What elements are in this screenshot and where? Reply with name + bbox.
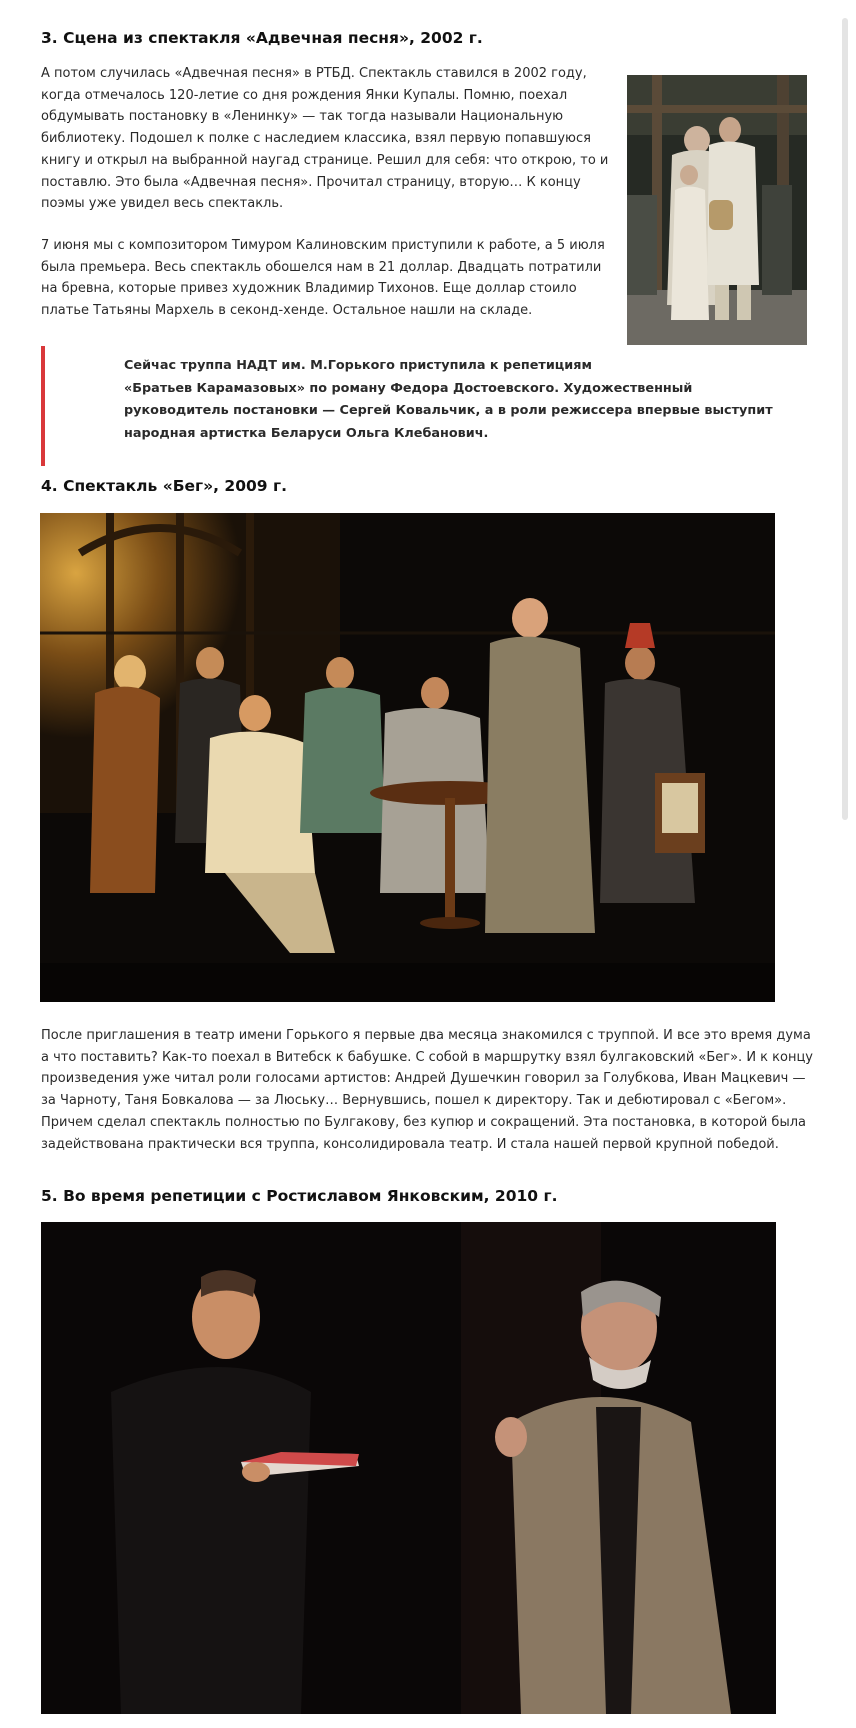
text-line: на бревна, которые привез художник Владимир Тихонов. Еще доллар стоило [41,281,577,297]
text-line: После приглашения в театр имени Горького я первые два месяца знакомился с труппой. И все это время дума [41,1028,811,1043]
text-line: платье Татьяны Мархель в секонд-хенде. Остальное нашли на складе. [41,303,533,319]
text-line: когда отмечалось 120-летие со дня рождения Янки Купалы. Помню, поехал [41,87,568,103]
text-line: 7 июня мы с композитором Тимуром Калиновским приступили к работе, а 5 июля [41,238,605,253]
text-line: поэмы уже увидел весь спектакль. [41,196,284,212]
text-line: книгу и открыл на выбранной наугад странице. Решил для себя: что открою, то и [41,152,609,168]
quote-line: народная артистка Беларуси Ольга Клебанович. [124,425,489,441]
text-line: поставлю. Это была «Адвечная песня». Прочитал страницу, вторую… К концу [41,174,581,190]
photo-repetitsiya-yankovsky [41,1222,776,1714]
section-5-heading: 5. Во время репетиции с Ростиславом Янковским, 2010 г. [41,1187,558,1205]
text-line: обдумывать постановку в «Ленинку» — так тогда называли Национальную [41,109,564,125]
quote-line: «Братьев Карамазовых» по роману Федора Достоевского. Художественный [124,380,693,396]
section-4-paragraph [41,1025,813,1155]
text-line: за Чарноту, Таня Бовкалова — за Люську… Вернувшись, пошел к директору. Так и дебютировал с «Бегом». [41,1093,787,1109]
text-line: произведения уже читал роли голосами артистов: Андрей Душечкин говорил за Голубкова, Иван Мацкевич — [41,1071,806,1087]
text-line: задействована практически вся труппа, консолидировала театр. И стала нашей первой крупной победой. [41,1136,779,1152]
text-line: Причем сделал спектакль полностью по Булгакову, без купюр и сокращений. Эта постановка, в которой была [41,1114,806,1130]
pull-quote [124,355,773,445]
quote-line: Сейчас труппа НАДТ им. М.Горького приступила к репетициям [124,358,592,373]
text-line: а что поставить? Как-то поехал в Витебск к бабушке. С собой в маршрутку взял булгаковский «Бег». И к концу [41,1049,814,1065]
quote-line: руководитель постановки — Сергей Ковальчик, а в роли режиссера впервые выступит [124,403,773,418]
section-4-heading: 4. Спектакль «Бег», 2009 г. [41,477,287,495]
photo-spektakl-beg [40,513,775,1002]
section-3-heading: 3. Сцена из спектакля «Адвечная песня», 2002 г. [41,29,483,47]
page-scrollbar[interactable] [842,18,848,820]
text-line: А потом случилась «Адвечная песня» в РТБД. Спектакль ставился в 2002 году, [41,66,587,81]
text-line: была премьера. Весь спектакль обошелся нам в 21 доллар. Двадцать потратили [41,259,602,275]
text-line: библиотеку. Подошел к полке с наследием классика, взял первую попавшуюся [41,131,591,147]
section-3-paragraph-1 [41,63,608,215]
quote-accent-bar [41,346,45,466]
section-3-paragraph-2 [41,235,605,322]
photo-advechnaya-pesnya [627,75,807,345]
